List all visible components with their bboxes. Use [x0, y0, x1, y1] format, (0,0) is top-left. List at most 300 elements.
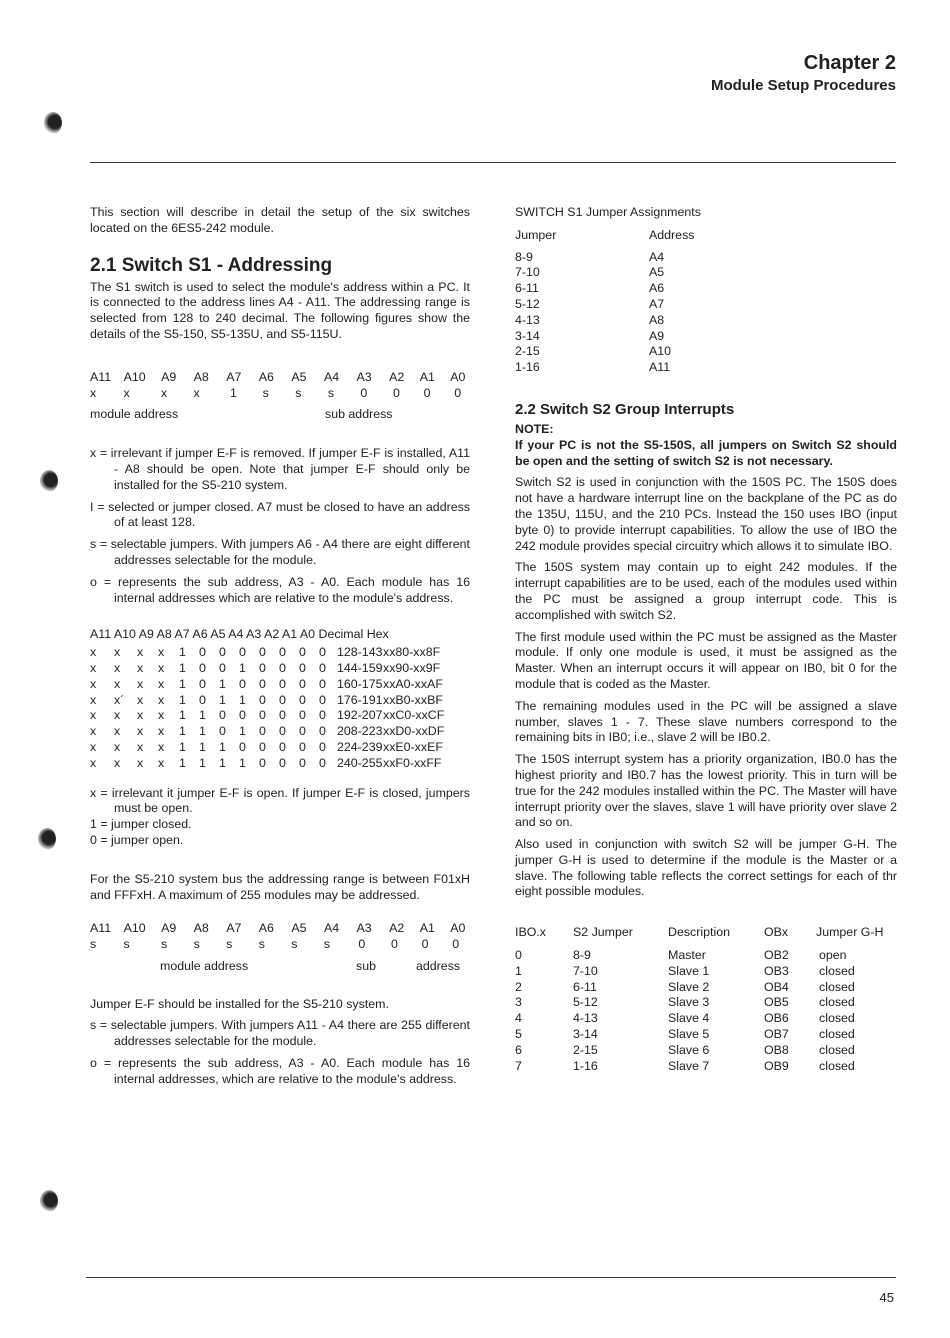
address-table-bit: x [114, 739, 121, 754]
definitions-2 [90, 786, 470, 849]
binder-hole-icon [40, 470, 58, 492]
address-table-bit: x´ [114, 692, 125, 707]
address-table-row [90, 677, 470, 693]
s1-table-row [515, 281, 897, 297]
address-table-bit: 1 [179, 676, 186, 691]
ibo-table-cell: Slave 6 [668, 1042, 710, 1057]
address-table-bit: 0 [299, 739, 306, 754]
s1-table-row [515, 313, 897, 329]
address-table-bit: 1 [239, 755, 246, 770]
s2-paragraph: The first module used within the PC must be assigned as the Master module. If only one module is used, it must be assigned as the Master. When an interrupt occurs it will appear on IB0, bit 0 for the module that is coded as the Master. [515, 629, 897, 691]
address-bit-value: s [193, 937, 200, 952]
address-table-bit: x [114, 708, 121, 723]
address-bit-value: x [193, 385, 200, 400]
address-table-row [90, 724, 470, 740]
address-table-bit: 0 [239, 676, 246, 691]
address-table-bit: 0 [259, 660, 266, 675]
address-figure-3-labels [90, 959, 470, 975]
ibo-table-cell: closed [819, 1058, 855, 1073]
ibo-table-cell: open [819, 948, 847, 963]
ibo-table-cell: 7 [515, 1058, 522, 1073]
ibo-table-cell: Master [668, 948, 706, 963]
address-bit-value: 0 [360, 385, 368, 400]
address-table-bit: x [137, 645, 144, 660]
ibo-table-row [515, 1043, 897, 1059]
ibo-table-row [515, 1027, 897, 1043]
address-bit-header: A9 [161, 921, 177, 936]
s1-table-row [515, 360, 897, 376]
address-bit-header: A6 [258, 369, 274, 384]
address-table-bit: x [114, 724, 121, 739]
address-bit-header: A3 [356, 921, 372, 936]
address-table-bit: 1 [199, 739, 206, 754]
ibo-table-cell: 2-15 [573, 1042, 598, 1057]
address-bit-header: A5 [291, 369, 307, 384]
s1-jumper-cell: 8-9 [515, 249, 533, 264]
ibo-table-row [515, 964, 897, 980]
address-table-bit: 1 [219, 692, 226, 707]
definition-item: I = selected or jumper closed. A7 must be closed to have an address of at least 128. [90, 499, 470, 530]
s1-table-row [515, 297, 897, 313]
address-table-bit: 0 [319, 692, 326, 707]
address-bit-header: A8 [193, 369, 209, 384]
ibo-col-header: IBO.x [515, 925, 546, 940]
definition-item: o = represents the sub address, A3 - A0. Each module has 16 internal addresses which are relative to the module's address. [90, 574, 470, 605]
address-table-bit: 0 [219, 708, 226, 723]
s1-table-row [515, 250, 897, 266]
ibo-table-cell: OB6 [764, 1011, 789, 1026]
address-figure-3 [90, 921, 470, 974]
address-table-bit: 1 [219, 739, 226, 754]
address-bit-header: A8 [193, 921, 209, 936]
ibo-table-cell: closed [819, 963, 855, 978]
s1-col-jumper: Jumper [515, 227, 557, 242]
address-table-decimal: 160-175 [337, 676, 383, 691]
ibo-table-cell: 5-12 [573, 995, 598, 1010]
address-label: address [416, 958, 461, 973]
address-bit-value: s [327, 385, 335, 400]
address-table-bit: 0 [219, 660, 226, 675]
ibo-table-cell: OB3 [764, 963, 789, 978]
ibo-table-cell: OB4 [764, 979, 789, 994]
definition-item: x = irrelevant it jumper E-F is open. If jumper E-F is closed, jumpers must be open. [90, 785, 470, 816]
address-table-bit: 0 [259, 645, 266, 660]
s1-address-cell: A5 [649, 265, 665, 280]
page-number: 45 [879, 1290, 894, 1305]
binder-hole-icon [40, 1190, 58, 1212]
address-table-decimal: 176-191 [337, 692, 383, 707]
address-bit-value: 0 [452, 937, 460, 952]
address-figure-1-headers [90, 370, 470, 386]
ibo-table-body [515, 948, 897, 1074]
ibo-table-cell: 0 [515, 948, 522, 963]
ibo-col-header: S2 Jumper [573, 925, 633, 940]
ibo-table-cell: OB9 [764, 1058, 789, 1073]
address-table-bit: 1 [179, 660, 186, 675]
s1-jumper-cell: 4-13 [515, 312, 540, 327]
address-table-bit: x [158, 755, 165, 770]
ibo-table-cell: Slave 1 [668, 963, 710, 978]
address-table-body [90, 645, 470, 771]
address-bit-header: A11 [90, 921, 112, 936]
address-table-row [90, 645, 470, 661]
address-table-bit: 1 [239, 724, 246, 739]
address-bit-value: 0 [423, 385, 431, 400]
address-figure-1-values [90, 386, 470, 402]
s1-jumper-cell: 7-10 [515, 265, 540, 280]
s1-jumper-cell: 6-11 [515, 281, 539, 296]
module-address-label: module address [90, 407, 179, 422]
definition-item: s = selectable jumpers. With jumpers A11 - A4 there are 255 different addresses selectable for the module. [90, 1018, 470, 1049]
module-address-label: module address [160, 958, 249, 973]
s1-address-cell: A6 [649, 281, 665, 296]
ibo-table-cell: Slave 4 [668, 1011, 710, 1026]
address-table-bit: 1 [219, 755, 226, 770]
left-column [90, 205, 470, 1088]
address-table-bit: x [137, 692, 144, 707]
address-table-decimal: 224-239 [337, 739, 383, 754]
address-table-bit: 1 [239, 692, 246, 707]
address-table-bit: 0 [219, 645, 226, 660]
address-bit-value: x [160, 385, 168, 400]
address-table-bit: 0 [319, 676, 326, 691]
address-table-hex: xxE0-xxEF [383, 739, 443, 754]
address-bit-header: A1 [419, 921, 435, 936]
address-table-row [90, 661, 470, 677]
address-bit-header: A10 [123, 369, 146, 384]
address-table-bit: x [114, 660, 121, 675]
address-bit-value: 0 [391, 937, 398, 952]
address-bit-value: s [258, 937, 265, 952]
definition-item: o = represents the sub address, A3 - A0. Each module has 16 internal addresses, which are relative to the module's address. [90, 1056, 470, 1086]
binder-hole-icon [44, 112, 62, 134]
address-bit-value: 0 [454, 385, 462, 400]
address-table-bit: x [90, 739, 97, 754]
address-table-bit: 0 [279, 692, 286, 707]
address-table-bit: 1 [179, 739, 186, 754]
address-bit-value: 1 [230, 385, 237, 400]
ibo-table-cell: OB5 [764, 995, 789, 1010]
address-bit-value: s [90, 937, 97, 952]
address-table-bit: x [137, 660, 144, 675]
right-column [515, 205, 897, 1074]
address-table-bit: 0 [239, 708, 246, 723]
jumper-ef-note: Jumper E-F should be installed for the S5-210 system. [90, 996, 389, 1011]
address-table-bit: x [137, 739, 144, 754]
address-table-bit: 0 [259, 739, 266, 754]
note-text: If your PC is not the S5-150S, all jumpers on Switch S2 should be open and the setting of switch S2 is not necessary. [515, 437, 897, 468]
address-bit-value: 0 [393, 385, 400, 400]
top-rule [90, 162, 896, 163]
ibo-table-cell: 6 [515, 1042, 522, 1057]
address-table-decimal: 144-159 [337, 660, 383, 675]
address-bit-value: x [90, 385, 97, 400]
address-table-bit: 0 [299, 645, 306, 660]
address-table-hex: xx80-xx8F [383, 645, 441, 660]
address-table-bit: 1 [179, 708, 186, 723]
address-table-bit: x [137, 755, 144, 770]
address-table-bit: x [158, 708, 165, 723]
address-table-row [90, 708, 470, 724]
s1-address-cell: A4 [649, 249, 665, 264]
section-2-1-paragraph: The S1 switch is used to select the module's address within a PC. It is connected to the address lines A4 - A11. The addressing range is selected from 128 to 240 decimal. The following figures show the details of the S5-150, S5-135U, and S5-115U. [90, 279, 470, 341]
address-table-bit: 0 [259, 724, 266, 739]
address-table-bit: 0 [199, 645, 206, 660]
address-table-header: A11 A10 A9 A8 A7 A6 A5 A4 A3 A2 A1 A0 Decimal Hex [90, 627, 389, 642]
s2-paragraph: The remaining modules used in the PC will be assigned a slave number, slaves 1 - 7. These slave numbers correspond to the remaining bits in IB0; i.e., slave 2 will be IB0.2. [515, 698, 897, 745]
ibo-table [515, 925, 897, 1074]
address-table-bit: 0 [259, 692, 266, 707]
address-table-bit: x [137, 724, 144, 739]
address-table-bit: x [158, 692, 165, 707]
address-table-hex: xxF0-xxFF [383, 755, 442, 770]
s1-jumper-cell: 1-16 [515, 360, 540, 375]
address-table-bit: x [114, 755, 121, 770]
address-table-bit: 1 [179, 724, 186, 739]
address-table-bit: 1 [199, 755, 206, 770]
address-table-bit: 0 [259, 755, 266, 770]
bottom-rule [86, 1277, 896, 1278]
address-table-bit: 1 [199, 708, 206, 723]
address-table-bit: x [90, 692, 97, 707]
address-table-bit: 0 [319, 755, 326, 770]
s2-paragraph: Also used in conjunction with switch S2 will be jumper G-H. The jumper G-H is used to determine if the module is the Master or a slave. The following table reflects the correct settings for each of thr eight possible modules. [515, 837, 897, 899]
ibo-table-cell: 3 [515, 995, 522, 1010]
s2-paragraph: The 150S system may contain up to eight 242 modules. If the interrupt capabilities are to be used, each of the modules used within the PC must be assigned a group interrupt code. This is accomplished with switch S2. [515, 560, 897, 622]
s1-table-row [515, 344, 897, 360]
ibo-table-cell: 7-10 [573, 963, 598, 978]
address-table-row [90, 693, 470, 709]
address-bit-header: A4 [323, 369, 340, 384]
address-bit-header: A9 [161, 369, 177, 384]
ibo-col-header: Description [668, 925, 730, 940]
address-table-hex: xxC0-xxCF [383, 708, 445, 723]
s2-paragraph: The 150S interrupt system has a priority organization, IB0.0 has the highest priority and IB0.7 has the lowest priority. This in turn will be true for the 242 modules installed within the PC. The Master will have interrupt priority over the slaves, slave 1 will have priority over slave 2 and so on. [515, 752, 897, 830]
address-table-row [90, 756, 470, 772]
address-table-bit: 0 [279, 660, 286, 675]
s2-paragraph: Switch S2 is used in conjunction with the 150S PC. The 150S does not have a hardware interrupt line on the backplane of the PC as do the 135U, 115U, and the 210 PCs. Instead the 150 uses IBO (input byte 0) to provide interrupt capabilities. To allow the use of IBO the 242 module provides special circuitry which allows it to simulate IBO. [515, 475, 897, 553]
s1-address-cell: A9 [649, 328, 665, 343]
address-table-bit: x [158, 660, 165, 675]
ibo-table-cell: closed [819, 1042, 855, 1057]
address-table [90, 627, 470, 771]
ibo-table-cell: Slave 2 [668, 979, 710, 994]
s1-address-cell: A10 [649, 344, 672, 359]
s1-jumper-cell: 2-15 [515, 344, 540, 359]
address-bit-value: s [291, 937, 298, 952]
ibo-col-header: OBx [764, 925, 789, 940]
s1-address-cell: A7 [649, 296, 665, 311]
intro-paragraph: This section will describe in detail the setup of the six switches located on the 6ES5-242 module. [90, 205, 470, 235]
s1-col-address: Address [649, 227, 695, 242]
address-table-hex: xx90-xx9F [383, 660, 441, 675]
address-table-bit: x [158, 739, 165, 754]
address-table-hex: xxD0-xxDF [383, 724, 445, 739]
ibo-table-cell: 5 [515, 1027, 522, 1042]
address-table-bit: 0 [319, 724, 326, 739]
ibo-table-cell: OB2 [764, 948, 789, 963]
address-table-bit: 0 [279, 724, 286, 739]
address-table-bit: x [158, 676, 165, 691]
ibo-table-cell: closed [819, 995, 855, 1010]
address-table-decimal: 128-143 [337, 645, 383, 660]
address-table-bit: 0 [299, 692, 306, 707]
address-table-decimal: 192-207 [337, 708, 383, 723]
address-bit-value: s [161, 937, 168, 952]
address-table-bit: 0 [199, 660, 206, 675]
address-table-hex: xxA0-xxAF [383, 676, 443, 691]
address-bit-value: s [262, 385, 269, 400]
address-table-bit: x [90, 708, 97, 723]
address-bit-header: A0 [450, 369, 466, 384]
address-table-decimal: 240-255 [337, 755, 383, 770]
ibo-table-cell: 4 [515, 1011, 522, 1026]
sub-address-label: sub address [325, 407, 393, 422]
address-table-bit: x [90, 660, 97, 675]
ibo-table-row [515, 948, 897, 964]
s1-table-row [515, 265, 897, 281]
address-table-bit: 1 [199, 724, 206, 739]
s1-address-cell: A11 [649, 360, 671, 375]
ibo-table-cell: closed [819, 1027, 855, 1042]
ibo-table-cell: 1-16 [573, 1058, 598, 1073]
note-label: NOTE: [515, 421, 554, 436]
s1-jumper-cell: 3-14 [515, 328, 540, 343]
address-table-row [90, 740, 470, 756]
address-table-bit: x [90, 645, 97, 660]
address-bit-value: s [295, 385, 302, 400]
ibo-table-row [515, 1011, 897, 1027]
address-bit-value: 0 [358, 937, 366, 952]
s5-210-paragraph: For the S5-210 system bus the addressing range is between F01xH and FFFxH. A maximum of 255 modules may be addressed. [90, 871, 470, 902]
section-2-2-heading: 2.2 Switch S2 Group Interrupts [515, 400, 735, 418]
address-table-bit: 0 [319, 645, 326, 660]
address-figure-1-labels [90, 407, 470, 423]
chapter-subtitle: Module Setup Procedures [710, 77, 896, 94]
s1-table-title: SWITCH S1 Jumper Assignments [515, 205, 701, 219]
address-table-bit: 1 [179, 755, 186, 770]
address-table-bit: 0 [319, 739, 326, 754]
s1-jumper-cell: 5-12 [515, 296, 540, 311]
address-bit-header: A1 [419, 369, 435, 384]
address-bit-header: A3 [356, 369, 372, 384]
address-table-bit: 0 [299, 660, 306, 675]
address-table-bit: x [158, 724, 165, 739]
definition-item: 1 = jumper closed. [90, 817, 192, 832]
address-table-bit: 0 [299, 708, 306, 723]
address-table-bit: 1 [179, 645, 186, 660]
ibo-col-header: Jumper G-H [816, 925, 884, 940]
address-table-bit: 0 [199, 676, 206, 691]
address-table-decimal: 208-223 [337, 724, 383, 739]
address-table-bit: x [114, 645, 121, 660]
address-bit-value: x [123, 385, 130, 400]
ibo-table-cell: OB8 [764, 1042, 789, 1057]
address-table-bit: 0 [279, 755, 286, 770]
binder-hole-icon [38, 828, 56, 850]
address-table-bit: 0 [259, 676, 266, 691]
ibo-table-cell: closed [819, 1011, 855, 1026]
address-bit-header: A5 [291, 921, 307, 936]
address-table-bit: 0 [319, 708, 326, 723]
address-table-bit: 0 [299, 676, 306, 691]
section-2-1-heading: 2.1 Switch S1 - Addressing [90, 254, 333, 276]
s1-table-header [515, 228, 897, 244]
address-table-bit: 1 [219, 676, 226, 691]
address-bit-header: A0 [450, 921, 466, 936]
address-bit-value: s [123, 937, 130, 952]
definitions-3 [90, 1018, 470, 1087]
address-bit-value: s [226, 937, 233, 952]
address-table-bit: 0 [239, 739, 246, 754]
address-table-bit: x [158, 645, 165, 660]
address-table-bit: x [90, 724, 97, 739]
address-table-bit: 0 [199, 692, 206, 707]
ibo-table-cell: 6-11 [573, 979, 597, 994]
definition-item: x = irrelevant if jumper E-F is removed. If jumper E-F is installed, A11 - A8 should be open. Note that jumper E-F should only be installed for the S5-210 system. [90, 446, 470, 492]
address-table-bit: 0 [299, 755, 306, 770]
address-bit-header: A7 [226, 921, 242, 936]
address-table-bit: 1 [179, 692, 186, 707]
definition-item: s = selectable jumpers. With jumpers A6 - A4 there are eight different addresses selectable for the module. [90, 537, 470, 567]
address-table-bit: x [137, 676, 144, 691]
address-table-bit: 0 [259, 708, 266, 723]
address-figure-1 [90, 370, 470, 423]
ibo-table-cell: 1 [515, 963, 522, 978]
ibo-table-cell: OB7 [764, 1027, 789, 1042]
address-table-bit: 0 [319, 660, 326, 675]
address-bit-header: A2 [389, 369, 405, 384]
definitions-1 [90, 446, 470, 606]
address-bit-header: A2 [389, 921, 405, 936]
address-table-bit: x [90, 755, 97, 770]
ibo-table-cell: 2 [515, 979, 522, 994]
ibo-table-header [515, 925, 897, 941]
address-bit-header: A7 [226, 369, 242, 384]
address-table-bit: 1 [239, 660, 246, 675]
address-figure-3-values [90, 937, 470, 953]
ibo-table-row [515, 995, 897, 1011]
s1-table-row [515, 329, 897, 345]
ibo-table-cell: Slave 3 [668, 995, 710, 1010]
address-table-bit: 0 [219, 724, 226, 739]
address-table-bit: x [114, 676, 121, 691]
address-table-bit: 0 [299, 724, 306, 739]
sub-label: sub [356, 958, 376, 973]
s1-address-cell: A8 [649, 312, 665, 327]
s1-table-body [515, 250, 897, 376]
definition-item: 0 = jumper open. [90, 832, 184, 847]
address-table-bit: 0 [239, 645, 246, 660]
address-bit-header: A4 [323, 921, 340, 936]
address-bit-header: A11 [90, 369, 112, 384]
address-bit-header: A6 [258, 921, 274, 936]
address-table-bit: x [137, 708, 144, 723]
ibo-table-row [515, 1059, 897, 1075]
address-bit-header: A10 [123, 921, 146, 936]
address-table-hex: xxB0-xxBF [383, 692, 443, 707]
address-table-bit: 0 [279, 645, 286, 660]
ibo-table-cell: closed [819, 979, 855, 994]
address-table-bit: 0 [279, 676, 286, 691]
ibo-table-cell: 8-9 [573, 948, 591, 963]
ibo-table-cell: 4-13 [573, 1011, 598, 1026]
address-table-bit: x [90, 676, 97, 691]
ibo-table-row [515, 980, 897, 996]
chapter-title: Chapter 2 [803, 52, 896, 74]
address-bit-value: s [323, 937, 331, 952]
address-table-bit: 0 [279, 739, 286, 754]
